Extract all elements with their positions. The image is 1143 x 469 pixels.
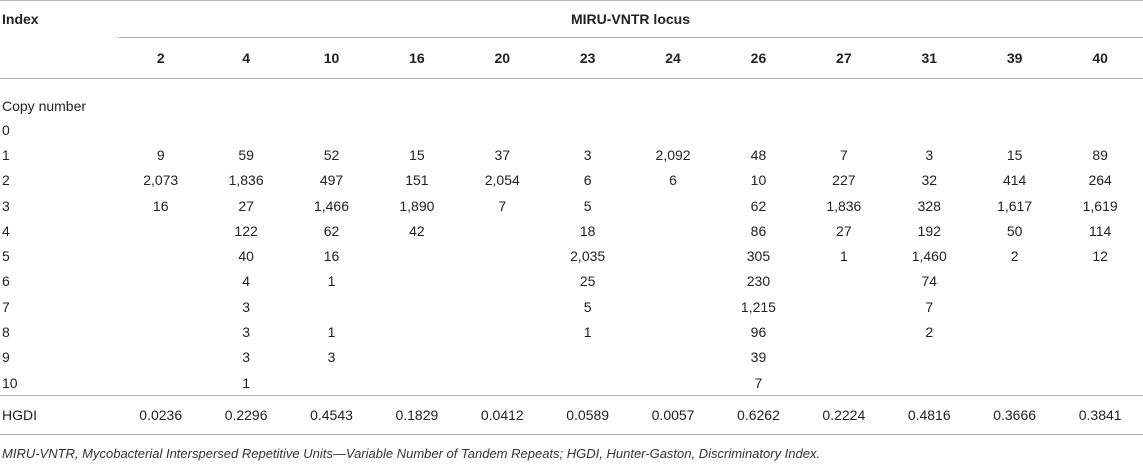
table-row [0,168,1143,193]
hgdi-cell: 0.6262 [716,396,801,435]
table-cell [801,370,886,396]
table-cell [118,345,203,370]
table-cell [887,117,972,142]
table-cell: 1,617 [997,197,1033,214]
table-cell: 1 [242,374,250,391]
table-row [0,193,1143,218]
table-row [0,345,1143,370]
table-cell: 230 [746,273,771,290]
table-cell: 3 [327,349,336,366]
table-cell: 25 [579,273,596,290]
table-cell [460,117,545,142]
table-cell [630,294,715,319]
table-cell [801,294,886,319]
table-cell [1057,294,1143,319]
table-cell: 305 [746,248,771,265]
table-cell: 3 [242,324,250,341]
table-cell: 18 [579,222,596,239]
row-label: 2 [2,172,10,189]
row-label: 1 [2,146,10,163]
table-cell: 1,836 [826,197,862,214]
row-label: 4 [2,222,10,239]
table-cell: 1,836 [228,172,264,189]
table-cell [118,269,203,294]
table-cell [801,117,886,142]
table-cell [801,269,886,294]
table-cell [374,319,459,344]
table-row [0,142,1143,167]
table-cell: 2,035 [570,248,606,265]
table-cell [972,319,1057,344]
locus-header-26: 26 [716,38,801,79]
table-cell: 50 [1006,222,1023,239]
table-cell [972,345,1057,370]
table-cell [545,345,630,370]
table-cell [1057,370,1143,396]
table-cell: 2,054 [484,172,520,189]
table-cell: 2 [925,324,934,341]
table-cell [887,345,972,370]
table-cell [630,319,715,344]
locus-header-10: 10 [289,38,374,79]
table-cell: 16 [152,197,169,214]
table-cell: 12 [1092,248,1108,265]
table-cell: 114 [1088,222,1112,239]
hgdi-cell: 0.3666 [972,396,1057,435]
table-cell: 7 [839,146,848,163]
locus-header-2: 2 [118,38,203,79]
table-cell: 5 [583,197,592,214]
table-cell [716,79,801,118]
table-cell [972,294,1057,319]
table-cell: 497 [319,172,344,189]
table-footnote: MIRU-VNTR, Mycobacterial Interspersed Repetitive Units—Variable Number of Tandem Repeats; HGDI, Hunter-Gaston, Discriminatory Index. [2,446,821,461]
table-cell [374,117,459,142]
locus-group-header: MIRU-VNTR locus [118,1,1143,38]
table-cell: 414 [1002,172,1027,189]
hgdi-cell: 0.0057 [630,396,715,435]
hgdi-cell: 0.2296 [203,396,288,435]
table-cell [460,370,545,396]
table-cell: 1 [583,324,592,341]
row-label: 6 [2,273,10,290]
table-cell [460,269,545,294]
locus-header-16: 16 [374,38,459,79]
row-label: 9 [2,349,10,366]
table-cell: 2,073 [143,172,179,189]
locus-header-24: 24 [630,38,715,79]
table-cell: 3 [242,298,250,315]
hgdi-cell: 0.0236 [118,396,203,435]
table-cell [630,79,715,118]
table-cell: 62 [750,197,767,214]
row-label: 8 [2,324,10,341]
table-cell [289,117,374,142]
row-label: 5 [2,248,10,265]
table-cell [374,243,459,268]
hgdi-cell: 0.0589 [545,396,630,435]
table-cell [460,218,545,243]
locus-header-20: 20 [460,38,545,79]
table-cell: 328 [917,197,941,214]
table-cell: 86 [750,222,767,239]
table-cell: 1,460 [911,248,947,265]
table-cell: 6 [669,172,677,189]
table-cell [887,370,972,396]
table-cell: 3 [583,146,592,163]
table-cell [118,319,203,344]
table-cell: 6 [583,172,592,189]
row-label: Copy number [2,98,87,114]
hgdi-cell: 0.3841 [1057,396,1143,435]
table-cell [118,79,203,118]
table-cell [460,319,545,344]
table-cell [630,193,715,218]
table-row [0,319,1143,344]
table-cell: 27 [836,222,852,239]
table-cell [118,370,203,396]
table-cell [118,218,203,243]
table-cell [460,79,545,118]
table-cell [374,79,459,118]
table-cell: 52 [323,146,340,163]
index-header: Index [0,1,118,38]
table-cell [1057,79,1143,118]
hgdi-row [0,396,1143,435]
table-cell: 39 [750,349,767,366]
table-cell [716,117,801,142]
table-cell: 15 [1006,146,1023,163]
table-cell: 1,890 [399,197,435,214]
row-label: 7 [2,298,10,315]
table-cell [630,269,715,294]
table-cell [972,79,1057,118]
table-cell [972,117,1057,142]
row-label: 0 [2,121,10,138]
table-cell: 1 [327,324,336,341]
table-cell: 89 [1092,146,1108,163]
locus-header-27: 27 [801,38,886,79]
table-cell: 32 [921,172,938,189]
table-cell: 1,466 [313,197,350,214]
table-cell: 122 [234,222,258,239]
table-cell [630,117,715,142]
table-cell [289,79,374,118]
table-cell [801,79,886,118]
hgdi-cell: 0.1829 [374,396,459,435]
table-cell [289,294,374,319]
table-cell: 151 [405,172,429,189]
table-cell [545,370,630,396]
table-cell: 2 [1010,248,1019,265]
table-cell: 42 [409,222,425,239]
table-cell [460,345,545,370]
row-label: 10 [2,374,18,391]
table-cell [289,370,374,396]
table-row [0,79,1143,118]
table-cell: 7 [925,298,934,315]
table-cell [374,345,459,370]
table-cell [118,243,203,268]
table-cell [545,79,630,118]
table-cell: 1 [327,273,336,290]
table-cell [887,79,972,118]
table-cell [972,269,1057,294]
table-cell: 1,215 [740,298,776,315]
table-cell [374,294,459,319]
table-cell [972,370,1057,396]
hgdi-cell: 0.4816 [887,396,972,435]
table-cell: 37 [494,146,511,163]
table-cell: 1,619 [1082,197,1118,214]
table-cell: 7 [498,197,507,214]
locus-header-39: 39 [972,38,1057,79]
table-cell [1057,269,1143,294]
table-cell: 59 [238,146,254,163]
table-cell: 62 [323,222,340,239]
hgdi-cell: 0.2224 [801,396,886,435]
table-cell: 7 [754,374,763,391]
table-row [0,269,1143,294]
table-cell: 227 [832,172,856,189]
locus-header-23: 23 [545,38,630,79]
table-cell: 48 [750,146,767,163]
table-cell [460,243,545,268]
table-cell: 192 [917,222,941,239]
table-row [0,243,1143,268]
table-cell [630,370,715,396]
table-cell: 3 [242,349,250,366]
table-cell [118,117,203,142]
hgdi-cell: 0.0412 [460,396,545,435]
table-cell [374,269,459,294]
table-cell: 74 [921,273,938,290]
table-cell: 15 [409,146,425,163]
hgdi-label: HGDI [0,396,118,435]
table-cell: 3 [925,146,934,163]
table-cell: 16 [323,248,340,265]
locus-header-31: 31 [887,38,972,79]
locus-header-4: 4 [203,38,288,79]
table-cell: 10 [750,172,767,189]
table-row [0,370,1143,396]
table-cell [460,294,545,319]
table-cell: 40 [238,248,254,265]
table-cell [203,117,288,142]
table-cell [1057,319,1143,344]
table-row [0,218,1143,243]
table-cell: 4 [242,273,250,290]
table-cell [1057,117,1143,142]
table-cell: 96 [750,324,767,341]
table-row [0,117,1143,142]
table-cell: 9 [156,146,165,163]
table-row [0,294,1143,319]
table-cell: 5 [583,298,592,315]
table-cell [801,319,886,344]
table-cell [630,345,715,370]
table-cell [203,79,288,118]
index-header-spacer [0,38,118,79]
table-cell [630,218,715,243]
table-cell: 2,092 [655,146,691,163]
row-label: 3 [2,197,10,214]
table-cell [630,243,715,268]
table-cell: 27 [238,197,254,214]
table-cell: 264 [1088,172,1112,189]
table-cell [374,370,459,396]
table-cell [118,294,203,319]
table-cell [801,345,886,370]
locus-header-40: 40 [1057,38,1143,79]
hgdi-cell: 0.4543 [289,396,374,435]
table-cell [545,117,630,142]
table-cell: 1 [839,248,848,265]
table-cell [1057,345,1143,370]
